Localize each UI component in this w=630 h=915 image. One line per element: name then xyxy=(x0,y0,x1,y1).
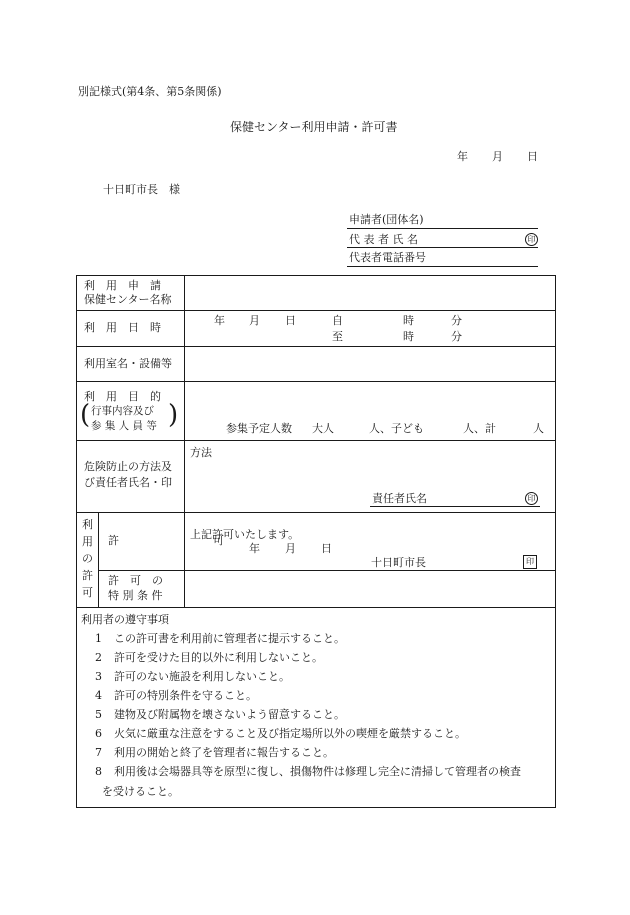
table-border-left xyxy=(76,275,77,807)
use-date-year: 年 xyxy=(214,314,225,327)
addressee: 十日町市長 様 xyxy=(103,183,180,196)
attendance-adult: 大人 xyxy=(312,422,334,435)
date-year: 年 xyxy=(457,150,468,163)
row-divider xyxy=(76,346,556,347)
rule-text: 建物及び附属物を壊さないよう留意すること。 xyxy=(114,708,345,721)
conditions-label-1: 許 可 の xyxy=(108,574,163,587)
purpose-label: 利 用 目 的 xyxy=(84,390,161,403)
date-time-label: 利 用 日 時 xyxy=(84,321,161,334)
row-divider xyxy=(76,440,556,441)
rule-number: 8 xyxy=(95,765,102,778)
attendance-child-unit: 人、計 xyxy=(463,422,496,435)
date-month: 月 xyxy=(492,150,503,163)
rule-number: 6 xyxy=(95,727,102,740)
time-from-hour: 時 xyxy=(403,314,414,327)
left-bracket-icon: ( xyxy=(80,400,91,430)
row-divider xyxy=(98,570,556,571)
label-column-divider xyxy=(184,275,185,607)
table-border-right xyxy=(555,275,556,807)
time-to-hour: 時 xyxy=(403,330,414,343)
applicant-rep-label: 代 表 者 氏 名 xyxy=(349,233,418,246)
page-title: 保健センター利用申請・許可書 xyxy=(230,120,398,134)
rule-text-continued: を受けること。 xyxy=(102,785,179,798)
applicant-org-label: 申請者(団体名) xyxy=(349,213,424,226)
permit-date-day: 日 xyxy=(321,542,332,555)
rule-text: この許可書を利用前に管理者に提示すること。 xyxy=(114,632,345,645)
purpose-sub-1: 行事内容及び xyxy=(91,405,154,417)
rule-number: 7 xyxy=(95,746,102,759)
date-day: 日 xyxy=(527,150,538,163)
permit-date-year: 年 xyxy=(249,542,260,555)
form-reference: 別記様式(第4条、第5条関係) xyxy=(78,85,222,98)
permit-side-5: 可 xyxy=(82,586,93,599)
attendance-adult-unit: 人、子ども xyxy=(369,422,424,435)
applicant-phone-label: 代表者電話番号 xyxy=(349,251,426,264)
purpose-sub-2: 参 集 人 員 等 xyxy=(91,420,157,432)
rule-number: 2 xyxy=(95,651,102,664)
conditions-label-2: 特 別 条 件 xyxy=(108,589,163,602)
safety-label-1: 危険防止の方法及 xyxy=(84,460,172,473)
center-label-1: 利 用 申 請 xyxy=(84,279,161,292)
time-to-minute: 分 xyxy=(451,330,462,343)
permit-text: 上記許可いたします。 xyxy=(190,528,300,541)
table-border-bottom xyxy=(76,807,556,808)
time-from-label: 自 xyxy=(332,314,343,327)
applicant-org-line[interactable] xyxy=(347,228,538,229)
permit-side-divider xyxy=(98,512,99,607)
permit-date-month: 月 xyxy=(285,542,296,555)
row-divider xyxy=(76,381,556,382)
row-divider xyxy=(76,512,556,513)
table-border-top xyxy=(76,275,556,276)
use-date-month: 月 xyxy=(249,314,260,327)
rule-number: 3 xyxy=(95,670,102,683)
center-name-field[interactable] xyxy=(186,277,554,309)
row-divider xyxy=(76,607,556,608)
rule-text: 利用の開始と終了を管理者に報告すること。 xyxy=(114,746,334,759)
room-field[interactable] xyxy=(186,348,554,380)
permit-side-1: 利 xyxy=(82,518,93,531)
row-divider xyxy=(76,310,556,311)
time-from-minute: 分 xyxy=(451,314,462,327)
rule-number: 1 xyxy=(95,632,102,645)
rule-text: 利用後は会場器具等を原型に復し、損傷物件は修理し完全に清掃して管理者の検査 xyxy=(114,765,521,778)
time-to-label: 至 xyxy=(332,330,343,343)
rule-text: 許可を受けた目的以外に利用しないこと。 xyxy=(114,651,323,664)
seal-icon: 印 xyxy=(525,492,538,505)
mayor-label: 十日町市長 xyxy=(371,556,426,569)
permit-side-4: 許 xyxy=(82,569,93,582)
center-label-2: 保健センター名称 xyxy=(84,293,172,306)
responsible-line[interactable] xyxy=(370,506,540,507)
rules-heading: 利用者の遵守事項 xyxy=(81,613,169,626)
official-seal-icon: 印 xyxy=(523,555,537,569)
use-date-day: 日 xyxy=(285,314,296,327)
seal-icon: 印 xyxy=(525,233,538,246)
attendance-total-unit: 人 xyxy=(533,422,544,435)
method-label: 方法 xyxy=(190,446,212,459)
rule-number: 5 xyxy=(95,708,102,721)
safety-label-2: び責任者氏名・印 xyxy=(84,476,172,489)
rule-text: 許可の特別条件を守ること。 xyxy=(114,689,257,702)
rule-text: 火気に厳重な注意をすること及び指定場所以外の喫煙を厳禁すること。 xyxy=(114,727,466,740)
responsible-label: 責任者氏名 xyxy=(372,492,427,505)
conditions-field[interactable] xyxy=(186,572,554,606)
right-bracket-icon: ) xyxy=(168,400,179,430)
permit-label: 許 可 xyxy=(108,534,248,547)
permit-side-3: の xyxy=(82,552,93,565)
rule-text: 許可のない施設を利用しないこと。 xyxy=(114,670,290,683)
applicant-phone-line[interactable] xyxy=(347,266,538,267)
room-label: 利用室名・設備等 xyxy=(84,357,172,370)
permit-side-2: 用 xyxy=(82,535,93,548)
applicant-rep-line[interactable] xyxy=(347,247,538,248)
rule-number: 4 xyxy=(95,689,102,702)
attendance-label: 参集予定人数 xyxy=(226,422,292,435)
